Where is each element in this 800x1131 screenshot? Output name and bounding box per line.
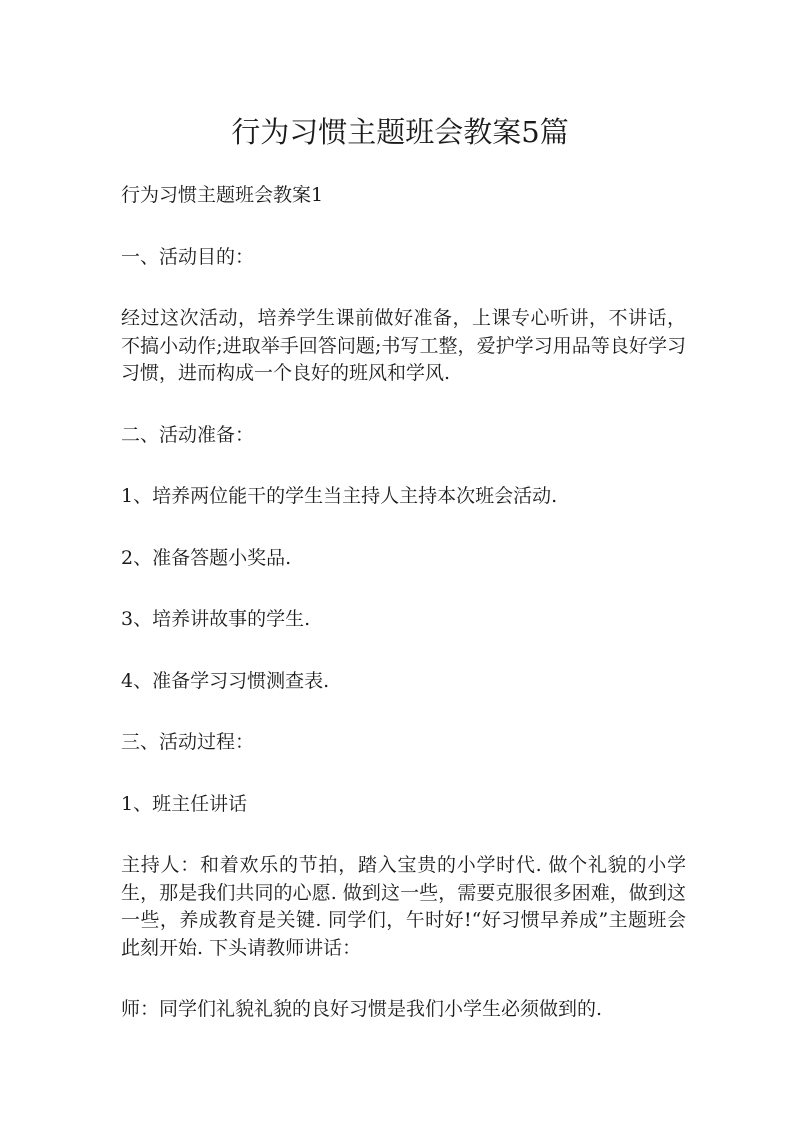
- list-item: 1、培养两位能干的学生当主持人主持本次班会活动.: [121, 485, 558, 507]
- paragraph: 经过这次活动，培养学生课前做好准备，上课专心听讲，不讲话，不搞小动作;进取举手回答问题;书写工整，爱护学习用品等良好学习习惯，进而构成一个良好的班风和学风.: [121, 307, 686, 384]
- document-body: [121, 182, 686, 1058]
- paragraph: 师：同学们礼貌礼貌的良好习惯是我们小学生必须做到的.: [121, 998, 603, 1020]
- section-heading: 二、活动准备：: [121, 423, 255, 446]
- list-item: 3、培养讲故事的学生.: [121, 608, 311, 630]
- document-title: 行为习惯主题班会教案5篇: [231, 115, 569, 149]
- section-heading: 三、活动过程：: [121, 731, 255, 753]
- list-item: 4、准备学习习惯测查表.: [121, 669, 330, 692]
- list-item: 2、准备答题小奖品.: [121, 546, 292, 569]
- subsection-heading: 1、班主任讲话: [121, 792, 248, 815]
- section-heading: 行为习惯主题班会教案1: [121, 184, 324, 206]
- paragraph: 主持人：和着欢乐的节拍，踏入宝贵的小学时代. 做个礼貌的小学生，那是我们共同的心愿. 做到这一些，需要克服很多困难，做到这一些，养成教育是关键. 同学们，午时好!“好习惯早养成”主题班会此刻开始. 下头请教师讲话：: [121, 854, 686, 959]
- section-heading: 一、活动目的：: [121, 245, 255, 268]
